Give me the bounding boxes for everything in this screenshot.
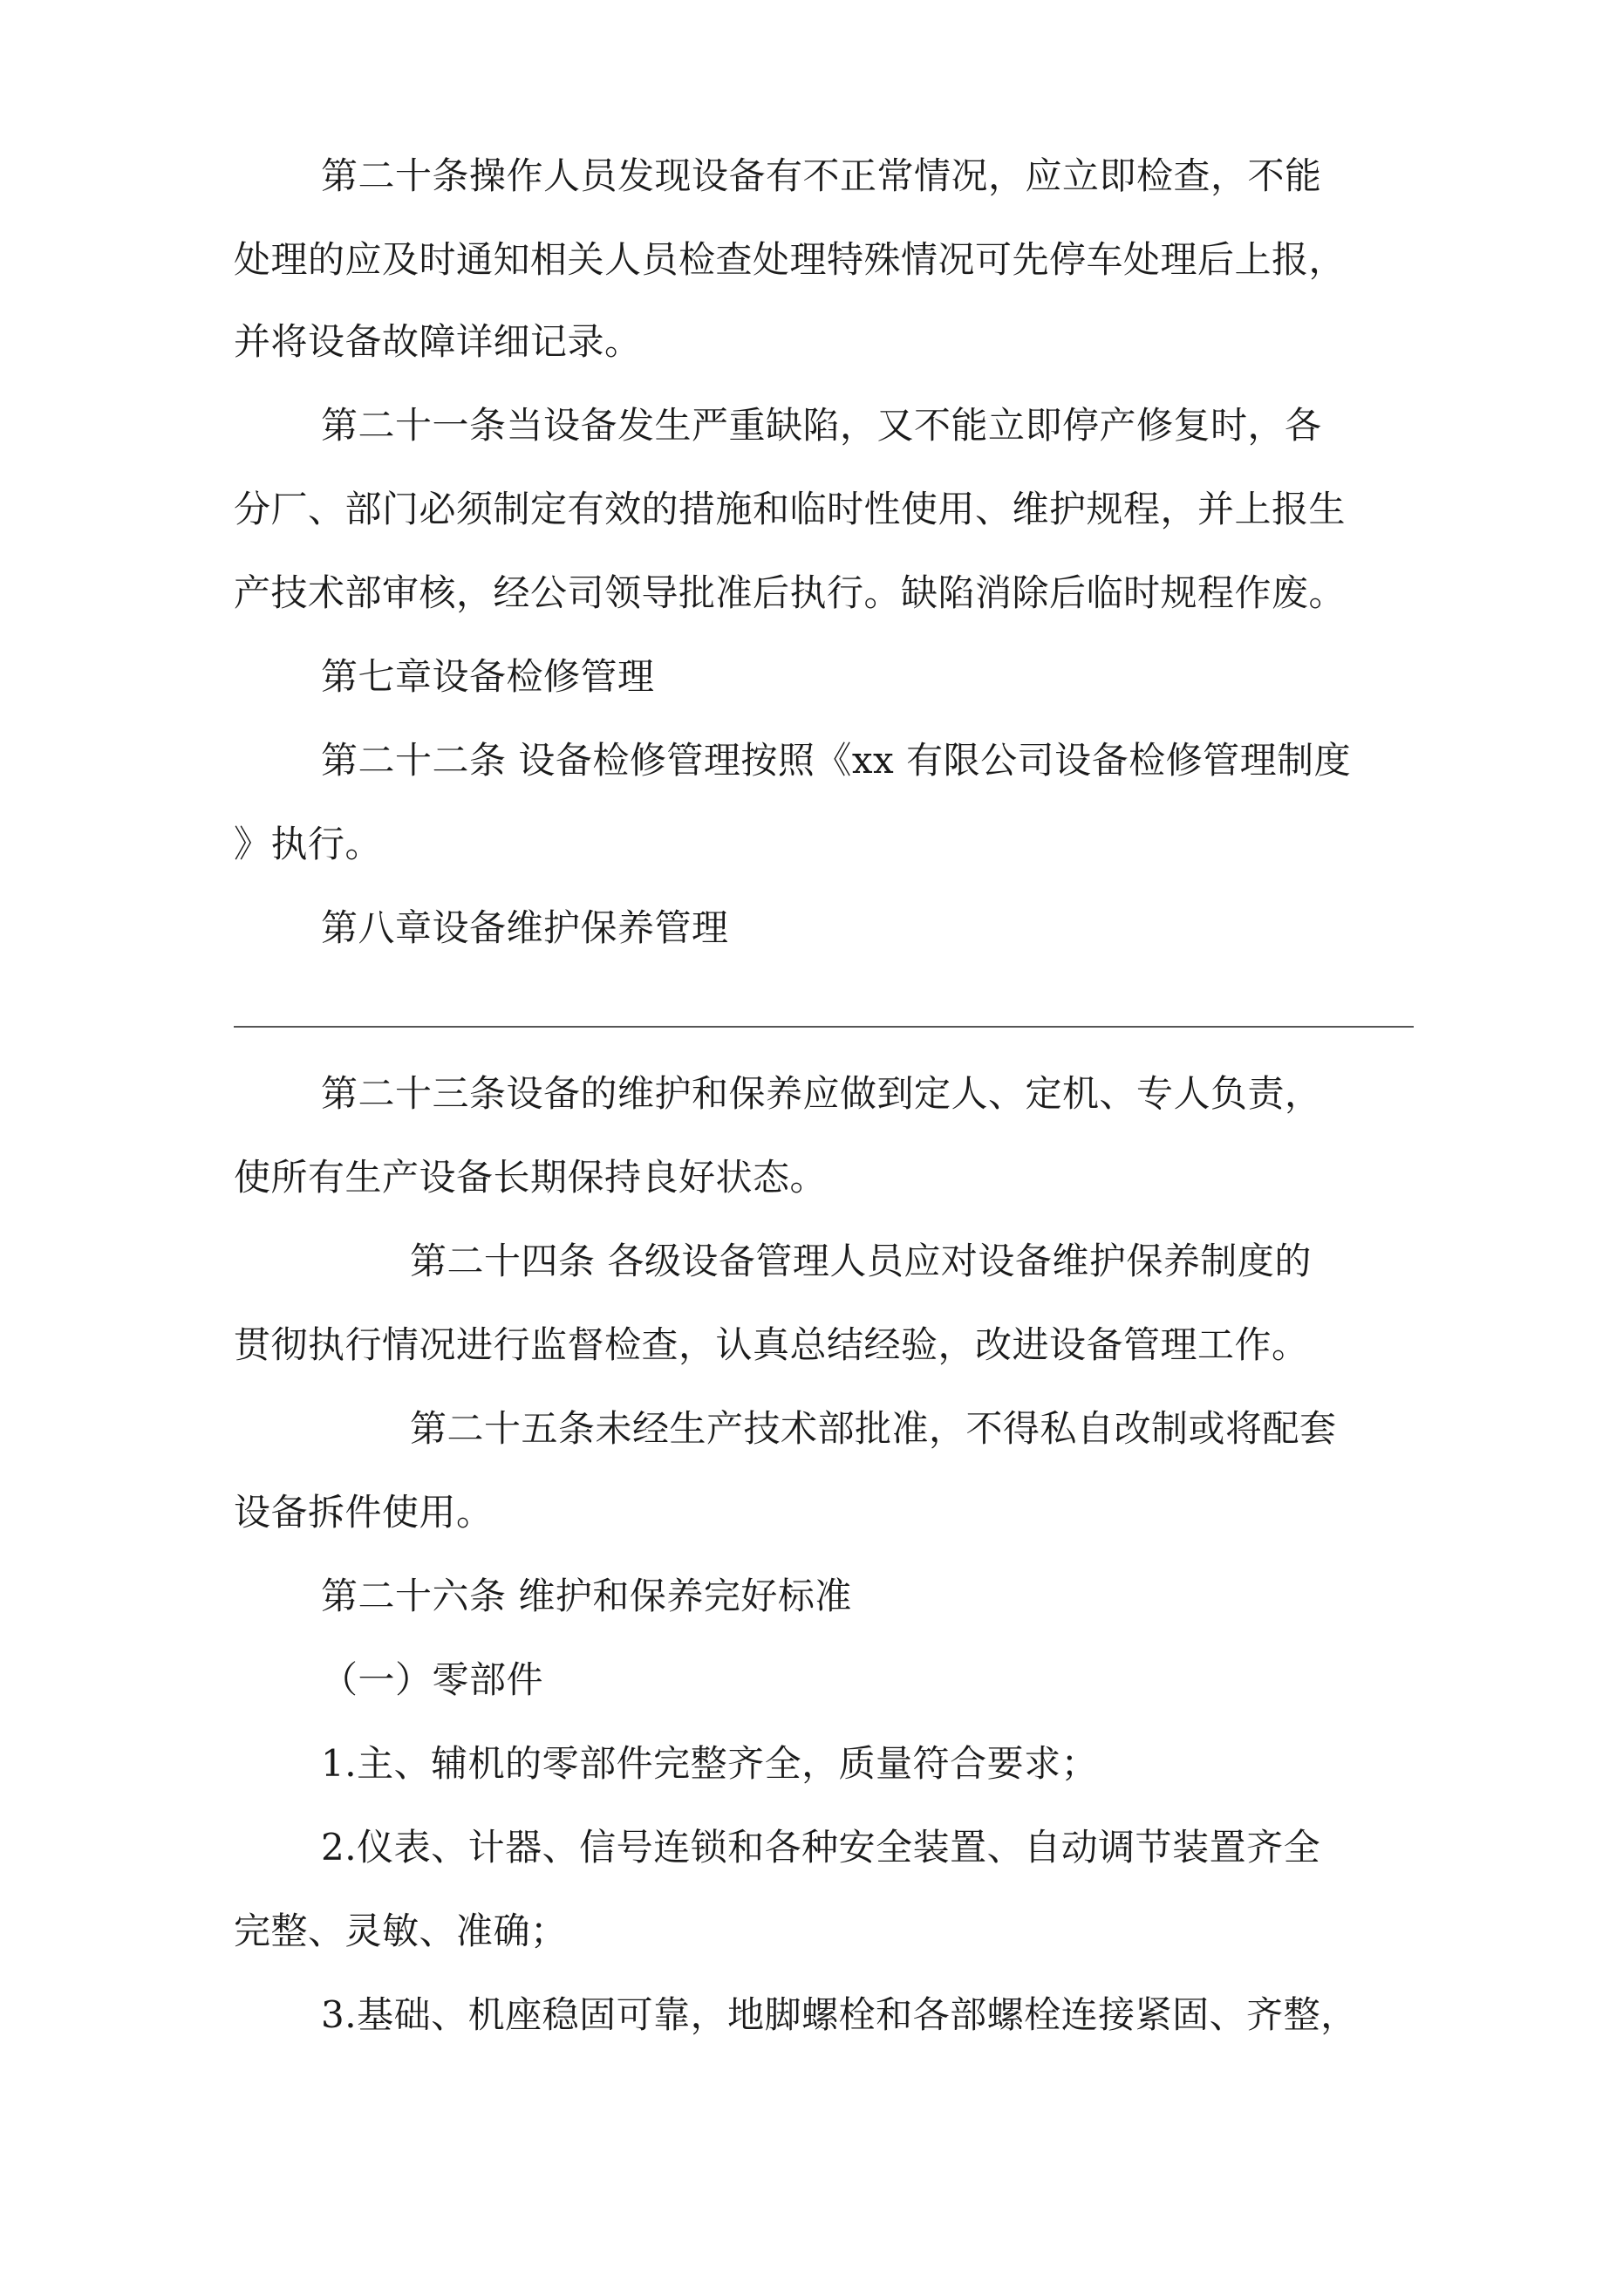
item-2-line-1: 2.仪表、计器、信号连锁和各种安全装置、自动调节装置齐全 <box>321 1826 1321 1869</box>
article-22-line-1: 第二十二条 设备检修管理按照《xx 有限公司设备检修管理制度 <box>321 739 1352 782</box>
article-24-line-2: 贯彻执行情况进行监督检查，认真总结经验，改进设备管理工作。 <box>234 1323 1309 1366</box>
article-21-line-2: 分厂、部门必须制定有效的措施和临时性使用、维护规程，并上报生 <box>234 488 1347 530</box>
section-1-heading: （一）零部件 <box>321 1658 544 1701</box>
article-21-line-3: 产技术部审核，经公司领导批准后执行。缺陷消除后临时规程作废。 <box>234 571 1347 614</box>
chapter-8-heading: 第八章设备维护保养管理 <box>321 906 729 949</box>
article-25-line-1: 第二十五条未经生产技术部批准，不得私自改制或将配套 <box>410 1407 1337 1450</box>
page-divider <box>234 1026 1414 1028</box>
article-20-line-3: 并将设备故障详细记录。 <box>234 320 642 363</box>
item-3: 3.基础、机座稳固可靠，地脚螺栓和各部螺栓连接紧固、齐整， <box>321 1993 1358 2036</box>
article-24-line-1: 第二十四条 各级设备管理人员应对设备维护保养制度的 <box>410 1240 1312 1282</box>
article-25-line-2: 设备拆件使用。 <box>234 1491 494 1534</box>
article-20-line-2: 处理的应及时通知相关人员检查处理特殊情况可先停车处理后上报， <box>234 238 1347 281</box>
article-23-line-1: 第二十三条设备的维护和保养应做到定人、定机、专人负责， <box>321 1072 1322 1115</box>
item-2-line-2: 完整、灵敏、准确； <box>234 1910 568 1952</box>
article-20-line-1: 第二十条操作人员发现设备有不正常情况，应立即检查，不能 <box>321 154 1322 197</box>
item-1: 1.主、辅机的零部件完整齐全，质量符合要求； <box>321 1742 1099 1785</box>
article-21-line-1: 第二十一条当设备发生严重缺陷，又不能立即停产修复时，各 <box>321 404 1322 447</box>
article-26-heading: 第二十六条 维护和保养完好标准 <box>321 1575 852 1617</box>
article-23-line-2: 使所有生产设备长期保持良好状态。 <box>234 1156 828 1199</box>
chapter-7-heading: 第七章设备检修管理 <box>321 655 655 698</box>
article-22-line-2: 》执行。 <box>234 823 383 865</box>
